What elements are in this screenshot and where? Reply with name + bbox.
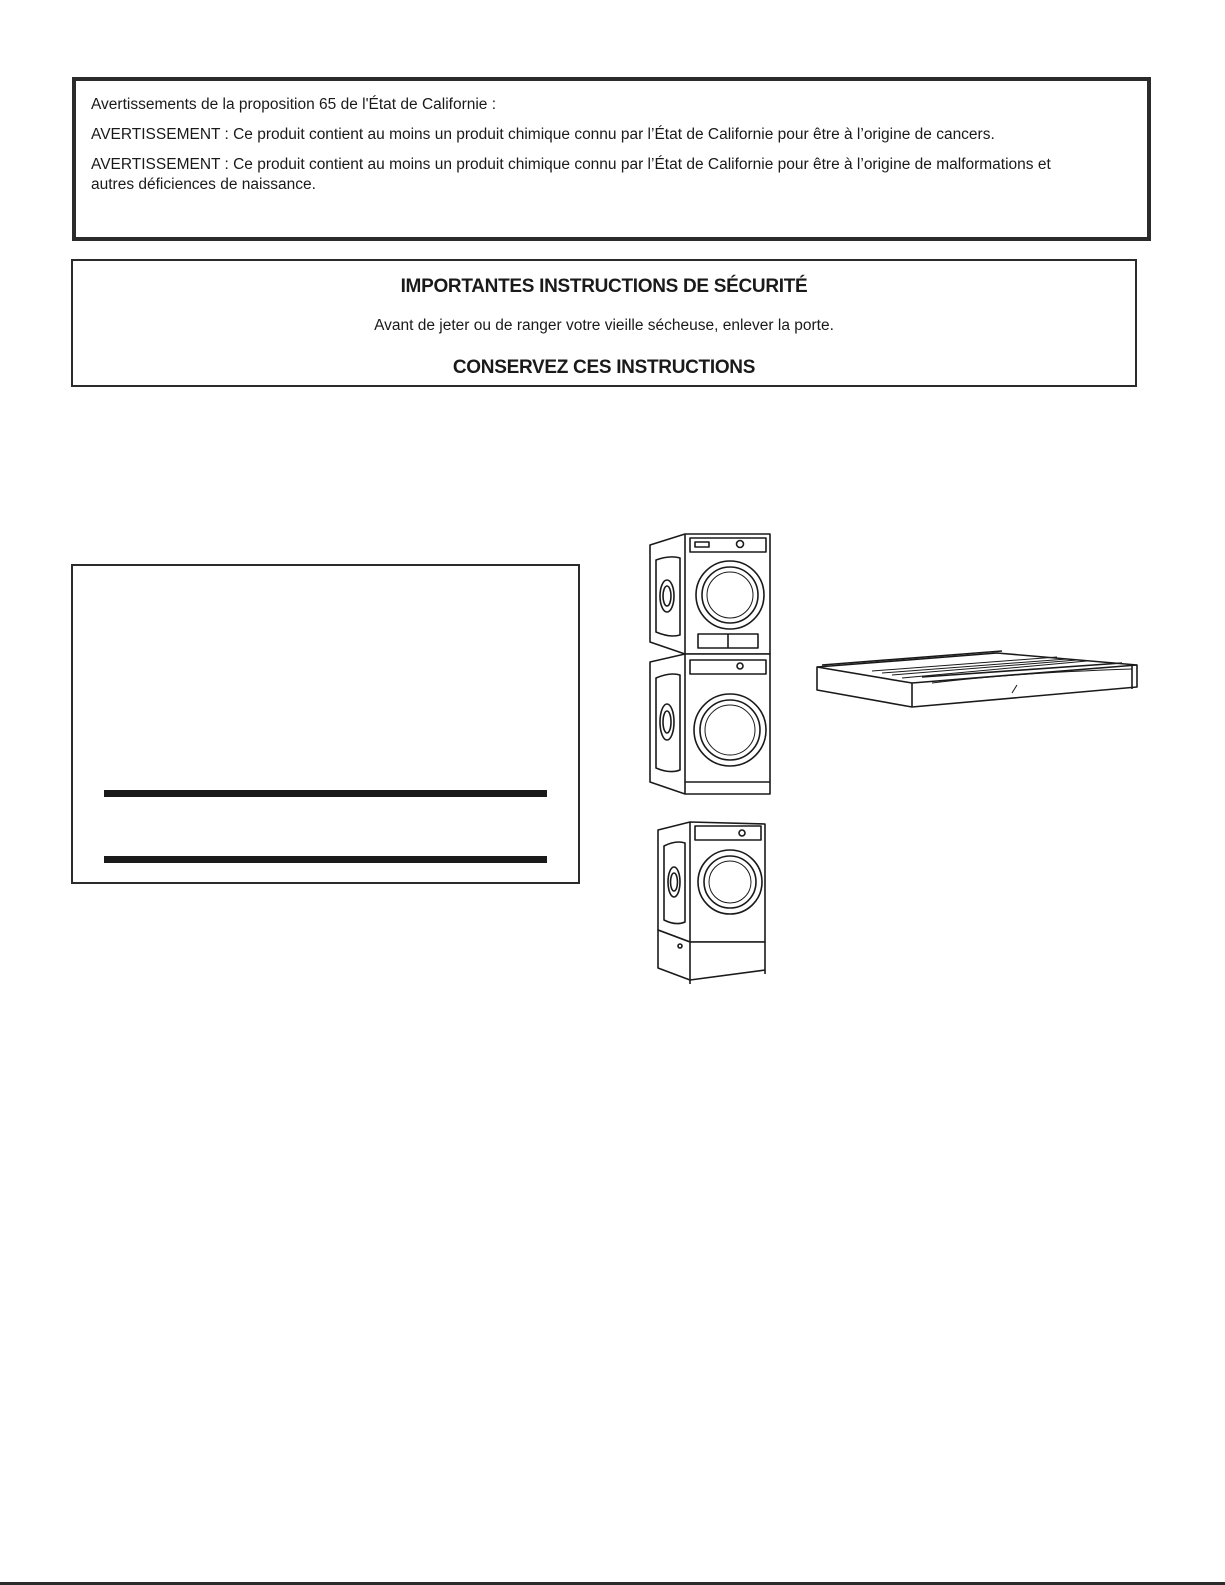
- safety-title: IMPORTANTES INSTRUCTIONS DE SÉCURITÉ: [400, 276, 808, 297]
- safety-instructions-box: [71, 259, 1137, 387]
- panel-divider-top: [104, 790, 547, 797]
- prop65-warning-cancer: AVERTISSEMENT : Ce produit contient au moins un produit chimique connu par l’État de Californie pour être à l’origine de cancers.: [91, 126, 995, 143]
- prop65-warning-birth-defects: AVERTISSEMENT : Ce produit contient au moins un produit chimique connu par l’État de Californie pour être à l’origine de malformations et autres déficiences de naissance.: [91, 156, 1051, 193]
- dryer-on-pedestal-illustration: [650, 818, 770, 986]
- pedestal-shelf-kit-illustration: [812, 645, 1142, 710]
- prop65-heading: Avertissements de la proposition 65 de l'État de Californie :: [91, 96, 497, 113]
- instruction-panel: [71, 564, 580, 884]
- safety-footer: CONSERVEZ CES INSTRUCTIONS: [452, 357, 756, 378]
- panel-divider-bottom: [104, 856, 547, 863]
- stacked-washer-dryer-illustration: [640, 530, 780, 800]
- safety-text: Avant de jeter ou de ranger votre vieille sécheuse, enlever la porte.: [374, 317, 834, 334]
- prop65-warning-box: [72, 77, 1151, 241]
